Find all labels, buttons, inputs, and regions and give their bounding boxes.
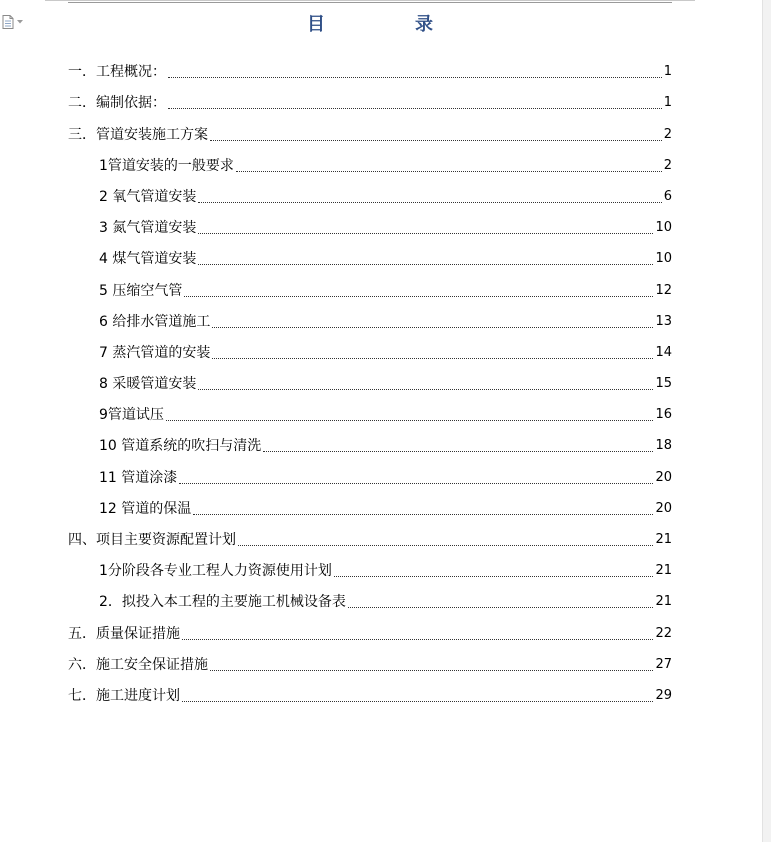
toc-dot-leader: [198, 201, 661, 203]
toc-entry-number: 11: [99, 469, 122, 486]
toc-entry-title: 煤气管道安装: [112, 251, 197, 268]
toc-heading-right: 录: [415, 14, 433, 35]
table-of-contents: [68, 51, 672, 706]
toc-page-number: 21: [655, 532, 672, 547]
toc-page-number: 12: [655, 282, 672, 298]
toc-entry-title: 项目主要资源配置计划: [96, 532, 236, 548]
toc-page-number: 27: [655, 656, 672, 672]
toc-dot-leader: [210, 669, 653, 671]
toc-entry[interactable]: [68, 581, 672, 612]
toc-entry[interactable]: [68, 238, 672, 269]
toc-entry-title: 工程概况：: [96, 64, 166, 81]
toc-dot-leader: [210, 139, 662, 141]
toc-dot-leader: [212, 326, 653, 328]
toc-entry-title: 管道系统的吹扫与清洗: [121, 438, 262, 455]
toc-entry-title: 采暖管道安装: [112, 376, 197, 393]
toc-page-number: 16: [655, 407, 672, 423]
header-divider: [68, 0, 672, 3]
toc-entry[interactable]: [68, 51, 672, 82]
toc-entry-title: 管道安装的一般要求: [107, 157, 234, 174]
toc-entry-number: 二．: [68, 95, 96, 112]
toc-entry[interactable]: [68, 301, 672, 332]
toc-entry-title: 管道安装施工方案: [96, 126, 208, 143]
toc-entry[interactable]: [68, 612, 672, 643]
toc-entry-number: 六．: [68, 656, 96, 673]
toc-entry-number: 五．: [68, 625, 96, 642]
toc-page-number: 2: [663, 157, 672, 173]
toc-dot-leader: [168, 76, 662, 78]
toc-page-number: 21: [655, 563, 672, 579]
toc-page-number: 14: [655, 344, 672, 360]
toc-entry-title: 蒸汽管道的安装: [112, 344, 211, 361]
toc-entry-title: 编制依据：: [96, 95, 166, 112]
toc-entry-number: 8: [99, 376, 113, 393]
toc-entry[interactable]: [68, 394, 672, 425]
toc-entry-title: 施工安全保证措施: [96, 656, 208, 673]
toc-entry-number: 2．: [99, 594, 122, 611]
toc-dot-leader: [184, 295, 653, 297]
toc-page-number: 22: [655, 625, 672, 641]
toc-entry[interactable]: [68, 644, 672, 675]
toc-entry-number: 1: [99, 563, 108, 580]
toc-entry-number: 3: [99, 220, 113, 237]
page-right-margin: [762, 0, 771, 842]
toc-dot-leader: [179, 482, 653, 484]
toc-page-number: 10: [655, 251, 672, 267]
toc-dot-leader: [348, 606, 654, 608]
toc-entry-title: 给排水管道施工: [112, 313, 211, 330]
toc-entry-number: 2: [99, 188, 113, 205]
toc-entry-number: 一．: [68, 64, 96, 81]
toc-entry-title: 管道试压: [107, 407, 164, 424]
toc-entry[interactable]: [68, 269, 672, 300]
toc-dot-leader: [212, 357, 653, 359]
toc-entry-number: 12: [99, 500, 122, 517]
toc-entry-title: 质量保证措施: [96, 625, 180, 642]
toc-dot-leader: [166, 419, 654, 421]
toc-entry[interactable]: [68, 332, 672, 363]
toc-dot-leader: [334, 575, 654, 577]
toc-dot-leader: [168, 107, 662, 109]
toc-page-number: 29: [655, 687, 672, 703]
toc-entry-number: 4: [99, 251, 113, 268]
toc-entry[interactable]: [68, 145, 672, 176]
toc-page-number: 15: [655, 376, 672, 392]
toc-page-number: 13: [655, 313, 672, 329]
toc-entry-number: 7: [99, 344, 113, 361]
toc-dot-leader: [236, 170, 662, 172]
toc-page-number: 2: [663, 126, 672, 142]
toc-entry-number: 5: [99, 282, 113, 299]
toc-entry-number: 四、: [68, 532, 96, 548]
toc-entry[interactable]: [68, 488, 672, 519]
toc-entry-number: 6: [99, 313, 113, 330]
toc-page-number: 21: [655, 594, 672, 610]
toc-entry[interactable]: [68, 550, 672, 581]
toc-entry[interactable]: [68, 176, 672, 207]
toc-entry-title: 管道的保温: [121, 500, 192, 517]
toc-entry[interactable]: [68, 363, 672, 394]
toc-dot-leader: [198, 232, 653, 234]
toc-dot-leader: [238, 544, 653, 546]
toc-entry-title: 施工进度计划: [96, 687, 180, 704]
toc-page-number: 10: [655, 220, 672, 236]
toc-entry-number: 七．: [68, 687, 96, 704]
toc-entry[interactable]: [68, 519, 672, 550]
toc-dot-leader: [263, 450, 653, 452]
toc-entry[interactable]: [68, 425, 672, 456]
toc-page-number: 1: [663, 95, 672, 111]
toc-entry[interactable]: [68, 675, 672, 706]
toc-heading: [0, 10, 740, 36]
toc-entry-title: 管道涂漆: [121, 469, 178, 486]
toc-dot-leader: [182, 700, 653, 702]
toc-entry-title: 氮气管道安装: [112, 220, 197, 237]
toc-page-number: 6: [663, 188, 672, 204]
toc-page-number: 18: [655, 438, 672, 454]
toc-entry-number: 10: [99, 438, 122, 455]
toc-dot-leader: [198, 388, 653, 390]
toc-entry-title: 压缩空气管: [112, 282, 183, 299]
toc-dot-leader: [193, 513, 653, 515]
toc-dot-leader: [198, 263, 653, 265]
toc-entry-title: 分阶段各专业工程人力资源使用计划: [107, 563, 332, 580]
toc-entry-number: 三．: [68, 126, 96, 143]
toc-page-number: 1: [663, 64, 672, 80]
toc-heading-left: 目: [307, 14, 325, 35]
toc-entry[interactable]: [68, 456, 672, 487]
toc-entry[interactable]: [68, 82, 672, 113]
toc-entry-number: 1: [99, 157, 108, 174]
toc-entry[interactable]: [68, 207, 672, 238]
toc-page-number: 20: [655, 500, 672, 516]
toc-entry[interactable]: [68, 113, 672, 144]
toc-entry-number: 9: [99, 407, 108, 424]
toc-dot-leader: [182, 638, 653, 640]
toc-page-number: 20: [655, 469, 672, 485]
toc-entry-title: 拟投入本工程的主要施工机械设备表: [121, 594, 346, 611]
toc-entry-title: 氧气管道安装: [112, 188, 197, 205]
